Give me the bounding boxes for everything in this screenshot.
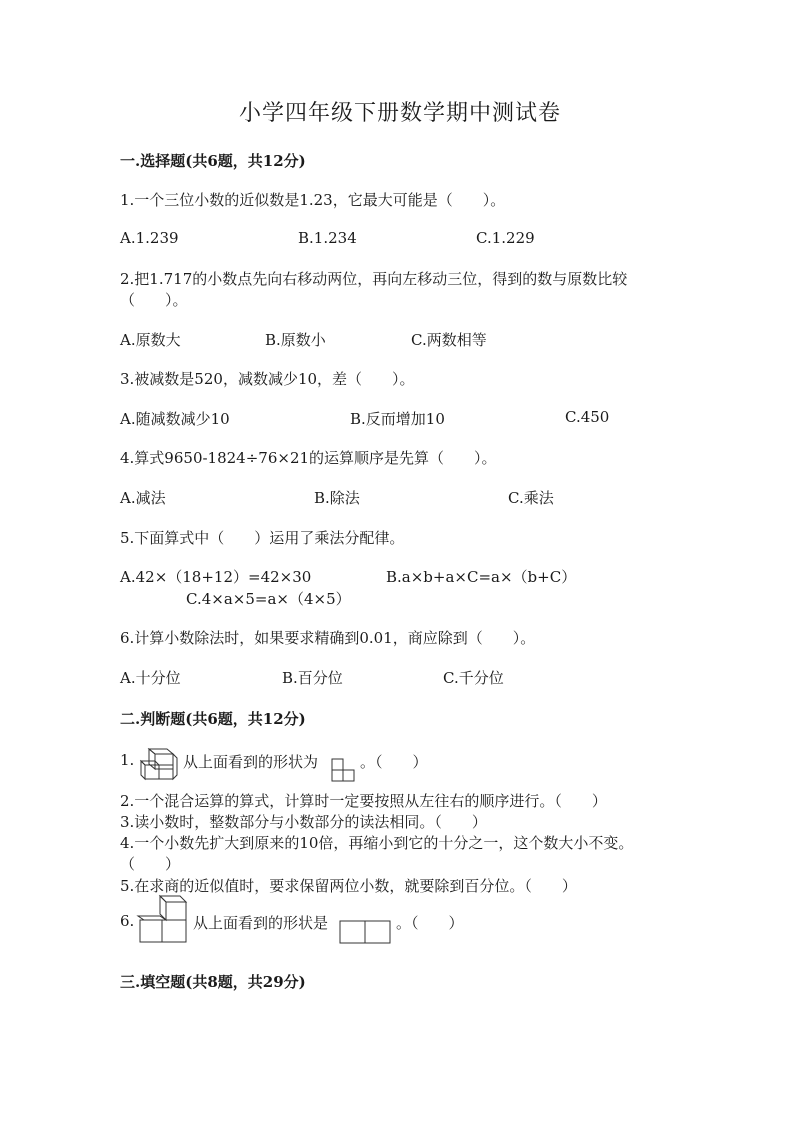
judge-4-line2: （ ） (120, 855, 181, 873)
question-2-stem-line2: （ ）。 (120, 291, 188, 309)
question-5-option-a: A.42×（18+12）=42×30 (120, 568, 312, 586)
section-heading-choice: 一.选择题(共6题，共12分) (120, 152, 306, 170)
cube-tower-icon (136, 894, 192, 946)
cube-stack-icon (137, 747, 181, 783)
question-1-stem: 1.一个三位小数的近似数是1.23，它最大可能是（ ）。 (120, 191, 506, 209)
question-4-option-a: A.减法 (120, 489, 166, 507)
question-5-option-c: C.4×a×5=a×（4×5） (186, 590, 351, 608)
top-view-l-shape-icon (330, 758, 358, 782)
question-6-option-b: B.百分位 (282, 669, 343, 687)
judge-2: 2.一个混合运算的算式，计算时一定要按照从左往右的顺序进行。（ ） (120, 792, 607, 810)
page-title: 小学四年级下册数学期中测试卷 (238, 101, 561, 126)
question-4-option-b: B.除法 (314, 489, 360, 507)
section-heading-judgement: 二.判断题(共6题，共12分) (120, 710, 306, 728)
judge-6-text: 从上面看到的形状是 (193, 914, 329, 932)
section-heading-fill-blank: 三.填空题(共8题，共29分) (120, 973, 306, 991)
judge-1-tail: 。（ ） (360, 753, 428, 771)
question-2-option-c: C.两数相等 (411, 331, 487, 349)
question-5-stem: 5.下面算式中（ ）运用了乘法分配律。 (120, 529, 405, 547)
judge-3: 3.读小数时，整数部分与小数部分的读法相同。（ ） (120, 813, 487, 831)
judge-1-text: 从上面看到的形状为 (183, 753, 319, 771)
question-3-option-a: A.随减数减少10 (120, 410, 230, 428)
judge-1-number: 1. (120, 751, 135, 769)
question-3-option-b: B.反而增加10 (350, 410, 445, 428)
question-1-option-b: B.1.234 (298, 229, 357, 247)
question-2-option-a: A.原数大 (120, 331, 181, 349)
top-view-two-squares-icon (338, 919, 392, 945)
question-5-option-b: B.a×b+a×C=a×（b+C） (386, 568, 577, 586)
judge-4-line1: 4.一个小数先扩大到原来的10倍，再缩小到它的十分之一，这个数大小不变。 (120, 834, 634, 852)
question-6-option-a: A.十分位 (120, 669, 181, 687)
question-1-option-a: A.1.239 (120, 229, 179, 247)
question-2-stem-line1: 2.把1.717的小数点先向右移动两位，再向左移动三位，得到的数与原数比较 (120, 270, 628, 288)
question-4-option-c: C.乘法 (508, 489, 554, 507)
question-2-option-b: B.原数小 (265, 331, 326, 349)
judge-6-tail: 。（ ） (396, 914, 464, 932)
question-3-option-c: C.450 (565, 408, 610, 426)
judge-6-number: 6. (120, 912, 135, 930)
question-6-option-c: C.千分位 (443, 669, 504, 687)
question-3-stem: 3.被减数是520，减数减少10，差（ ）。 (120, 370, 415, 388)
question-1-option-c: C.1.229 (476, 229, 535, 247)
judge-5: 5.在求商的近似值时，要求保留两位小数，就要除到百分位。（ ） (120, 877, 577, 895)
question-4-stem: 4.算式9650-1824÷76×21的运算顺序是先算（ ）。 (120, 449, 497, 467)
question-6-stem: 6.计算小数除法时，如果要求精确到0.01，商应除到（ ）。 (120, 629, 536, 647)
